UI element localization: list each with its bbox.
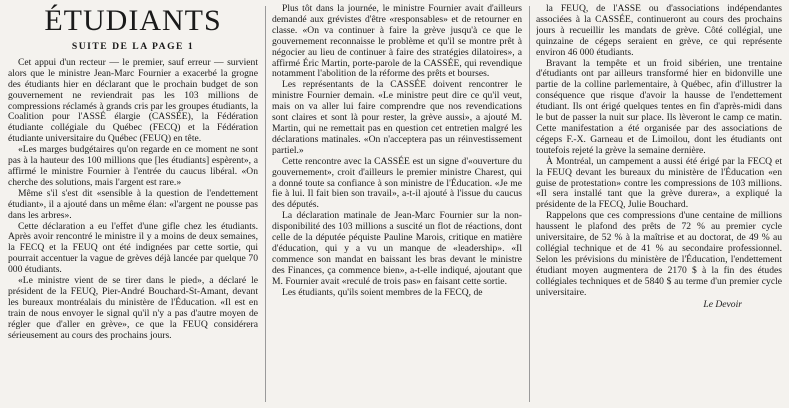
paragraph: Les étudiants, qu'ils soient membres de la FECQ, de [282, 286, 483, 298]
paragraph: La déclaration matinale de Jean-Marc Fournier sur la non-disponibilité des 103 millions a suscité un flot de réactions, dont celle de la députée péquiste Pauline Marois, critique en matière d'éducation, qui y a vu un manque de «leadership». «Il commence son mandat en baissant les bras devant le ministre des Finances, ça commence bien», a-t-elle indiqué, ajoutant que M. Fournier avait «reculé de trois pas» en faisant cette sortie. [272, 210, 522, 287]
column-3 [536, 4, 782, 404]
paragraph: la FEUQ, de l'ASSÉ ou d'associations indépendantes associées à la CASSÉE, continueront au cours des prochains jours à recueillir les mandats de grève. Côté collégial, une quinzaine de cégeps seraient en grève, ce qui représente environ 46 000 étudiants. [536, 4, 782, 58]
headline: ÉTUDIANTS [44, 4, 222, 37]
paragraph: Les représentants de la CASSÉE doivent rencontrer le ministre Fournier demain. «Le ministre peut dire ce qu'il veut, mais on va aller lui faire comprendre que nos revendications sont claires et sont là pour rester, la grève aussi», a ajouté M. Martin, qui ne remettait pas en question cet entretien malgré les déclarations matinales. «On n'acceptera pas un réinvestissement partiel.» [272, 79, 522, 156]
paragraph: Bravant la tempête et un froid sibérien, une trentaine d'étudiants ont par ailleurs transformé hier en bidonville une partie de la colline parlementaire, à Québec, afin d'illustrer la conséquence que risque d'avoir la hausse de l'endettement étudiant. Ils ont érigé quelques tentes en fin d'après-midi dans le but de passer la nuit sur place. Ils lèveront le camp ce matin. Cette manifestation a été organisée par des associations de cégeps F.-X. Garneau et de Limoilou, dont les étudiants ont toutefois rejeté la grève la semaine dernière. [536, 57, 782, 156]
paragraph: Rappelons que ces compressions d'une centaine de millions haussent le plafond des prêts de 72 % au premier cycle universitaire, de 52 % à la maîtrise et au doctorat, de 49 % au collégial technique et de 41 % au secondaire professionnel. Selon les prévisions du ministère de l'Éducation, l'endettement étudiant moyen augmentera de 2170 $ à la fin des études collégiales techniques et de 5840 $ au terme d'un premier cycle universitaire. [536, 210, 782, 298]
column-2 [272, 4, 522, 404]
signature: Le Devoir [703, 299, 742, 311]
column-divider [529, 6, 530, 402]
paragraph: Cet appui d'un recteur — le premier, sauf erreur — survient alors que le ministre Jean-Marc Fournier a exacerbé la grogne des étudiants hier en déclarant que le prochain budget de son gouvernement ne reviendrait pas les 103 millions de compressions réclamés à grands cris par les groupes étudiants, la Coalition pour l'ASSÉ élargie (CASSÉE), la Fédération étudiante collégiale du Québec (FECQ) et la Fédération étudiante universitaire du Québec (FEUQ) en tête. [8, 56, 258, 145]
paragraph: Plus tôt dans la journée, le ministre Fournier avait d'ailleurs demandé aux grévistes d'être «responsables» et de retourner en classe. «On va continuer à faire la grève jusqu'à ce que le gouvernement reconnaisse le problème et qu'il se montre prêt à négocier au lieu de continuer à faire des stratégies dilatoires», a affirmé Éric Martin, porte-parole de la CASSÉE, qui revendique notamment l'abolition de la réforme des prêts et bourses. [272, 4, 522, 80]
column-divider [265, 6, 266, 402]
paragraph: Cette déclaration a eu l'effet d'une gifle chez les étudiants. Après avoir rencontré le ministre il y a moins de deux semaines, la FECQ et la FEUQ ont été indignées par cette sortie, qui pourrait accentuer la vague de grèves déjà lancée par quelque 70 000 étudiants. [8, 220, 258, 276]
column-1 [8, 4, 258, 404]
paragraph: À Montréal, un campement a aussi été érigé par la FECQ et la FEUQ devant les bureaux du ministère de l'Éducation «en guise de protestation» contre les compressions de 103 millions. «Il sera installé tant que la grève durera», a expliqué la présidente de la FECQ, Julie Bouchard. [536, 155, 782, 211]
continuation-kicker: SUITE DE LA PAGE 1 [71, 41, 195, 52]
paragraph: Cette rencontre avec la CASSÉE est un signe d'«ouverture du gouvernement», croit d'ailleurs le premier ministre Charest, qui a donné toute sa confiance à son ministre de l'Éducation. «Je me fie à lui. Il fait bien son travail», a-t-il ajouté à l'issue du caucus des députés. [272, 155, 522, 211]
paragraph: «Le ministre vient de se tirer dans le pied», a déclaré le président de la FEUQ, Pier-André Bouchard-St-Amant, devant les bureaux montréalais du ministère de l'Éducation. «Il est en train de nous envoyer le signal qu'il n'y a pas d'autre moyen de régler que d'aller en grève», ce que la FEUQ considérera sérieusement au cours des prochains jours. [8, 275, 258, 341]
paragraph: Même s'il s'est dit «sensible à la question de l'endettement étudiant», il a ajouté dans un même élan: «l'argent ne pousse pas dans les arbres». [8, 187, 258, 221]
paragraph: «Les marges budgétaires qu'on regarde en ce moment ne sont pas à la hauteur des 100 millions que [les étudiants] espèrent», a affirmé le ministre Fournier à l'entrée du caucus libéral. «On cherche des solutions, mais l'argent est rare.» [8, 144, 258, 188]
